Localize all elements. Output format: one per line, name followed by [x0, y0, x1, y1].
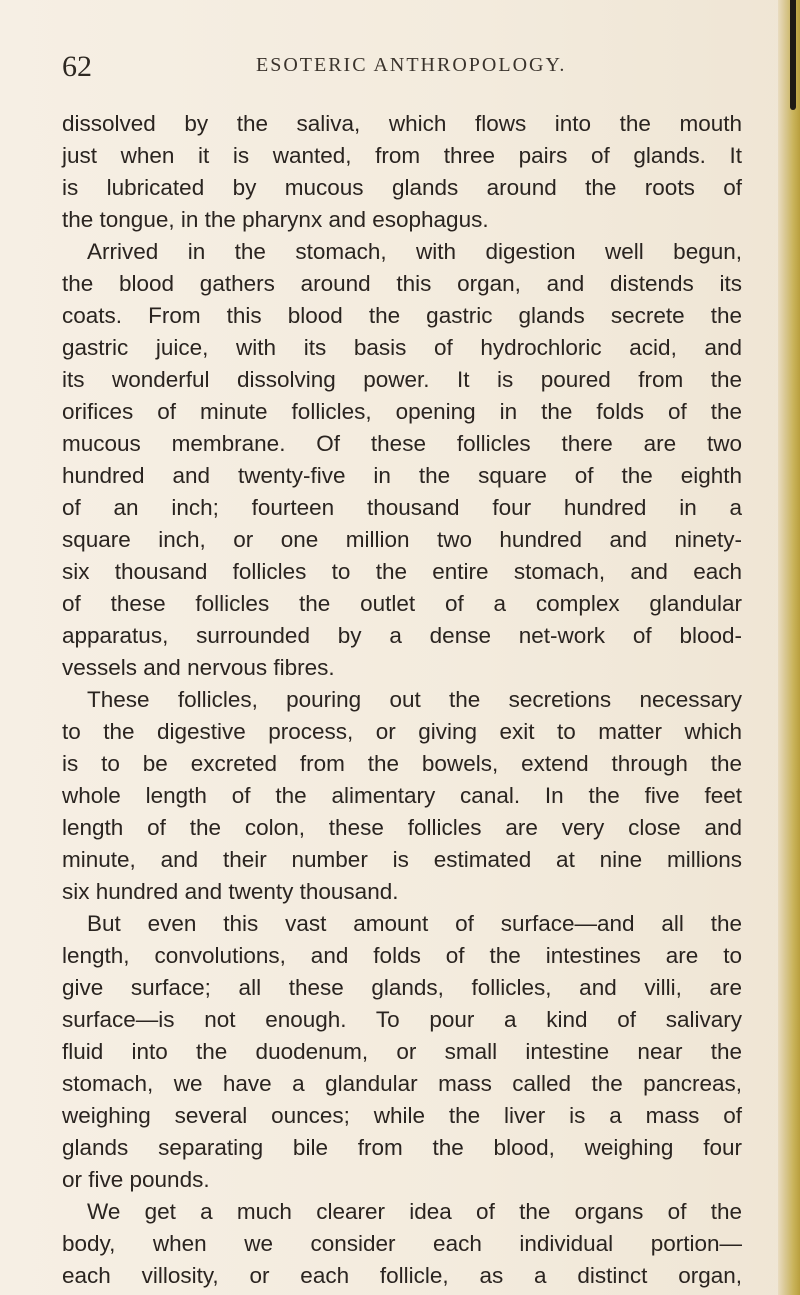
- text-line: hundred and twenty-five in the square of the eighth: [62, 463, 742, 488]
- text-line: of an inch; fourteen thousand four hundred in a: [62, 495, 742, 520]
- page-edge-shadow: [790, 0, 796, 110]
- text-line: coats. From this blood the gastric glands secrete the: [62, 303, 742, 328]
- text-line: fluid into the duodenum, or small intestine near the: [62, 1039, 742, 1064]
- text-line: whole length of the alimentary canal. In the five feet: [62, 783, 742, 808]
- text-line: square inch, or one million two hundred and ninety-: [62, 527, 742, 552]
- text-line: dissolved by the saliva, which flows into the mouth: [62, 111, 742, 136]
- text-line: of these follicles the outlet of a complex glandular: [62, 591, 742, 616]
- text-line: These follicles, pouring out the secretions necessary: [87, 687, 742, 712]
- page-header: [62, 50, 762, 90]
- text-line: the blood gathers around this organ, and distends its: [62, 271, 742, 296]
- text-line: glands separating bile from the blood, weighing four: [62, 1135, 742, 1160]
- text-line: just when it is wanted, from three pairs of glands. It: [62, 143, 742, 168]
- text-line: is lubricated by mucous glands around the roots of: [62, 175, 742, 200]
- text-line: orifices of minute follicles, opening in the folds of the: [62, 399, 742, 424]
- text-line: six thousand follicles to the entire stomach, and each: [62, 559, 742, 584]
- text-line: weighing several ounces; while the liver is a mass of: [62, 1103, 742, 1128]
- text-line: length, convolutions, and folds of the intestines are to: [62, 943, 742, 968]
- text-line: its wonderful dissolving power. It is poured from the: [62, 367, 742, 392]
- text-line: give surface; all these glands, follicles, and villi, are: [62, 975, 742, 1000]
- text-line: the tongue, in the pharynx and esophagus.: [62, 207, 489, 232]
- body-text: [62, 108, 742, 1292]
- text-line: is to be excreted from the bowels, extend through the: [62, 751, 742, 776]
- text-line: surface—is not enough. To pour a kind of salivary: [62, 1007, 742, 1032]
- text-line: Arrived in the stomach, with digestion well begun,: [87, 239, 742, 264]
- text-line: We get a much clearer idea of the organs of the: [87, 1199, 742, 1224]
- text-line: gastric juice, with its basis of hydrochloric acid, and: [62, 335, 742, 360]
- text-line: to the digestive process, or giving exit to matter which: [62, 719, 742, 744]
- text-line: mucous membrane. Of these follicles there are two: [62, 431, 742, 456]
- running-title: ESOTERIC ANTHROPOLOGY.: [256, 54, 567, 76]
- text-line: each villosity, or each follicle, as a distinct organ,: [62, 1263, 742, 1288]
- text-line: body, when we consider each individual portion—: [62, 1231, 742, 1256]
- text-line: or five pounds.: [62, 1167, 210, 1192]
- page-number: 62: [62, 50, 92, 83]
- text-line: six hundred and twenty thousand.: [62, 879, 399, 904]
- text-line: But even this vast amount of surface—and all the: [87, 911, 742, 936]
- page-edge: [778, 0, 800, 1295]
- text-line: minute, and their number is estimated at nine millions: [62, 847, 742, 872]
- text-line: vessels and nervous fibres.: [62, 655, 335, 680]
- text-line: length of the colon, these follicles are very close and: [62, 815, 742, 840]
- text-line: apparatus, surrounded by a dense net-work of blood-: [62, 623, 742, 648]
- text-line: stomach, we have a glandular mass called the pancreas,: [62, 1071, 742, 1096]
